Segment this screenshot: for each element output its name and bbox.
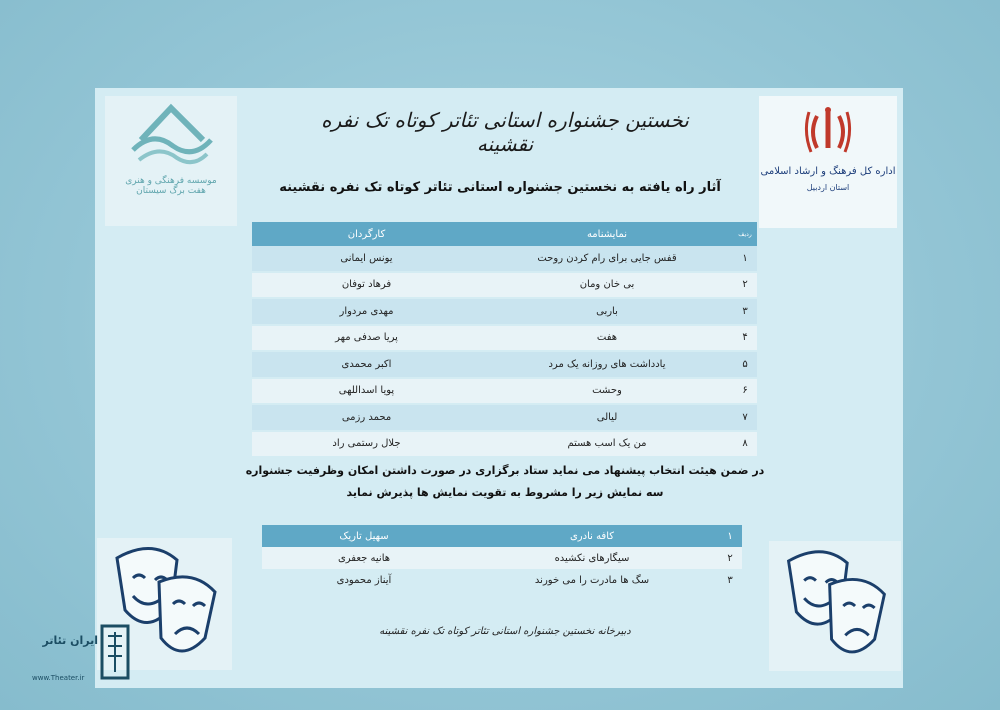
- theater-masks-icon: [769, 541, 901, 671]
- note-line1: در ضمن هیئت انتخاب پیشنهاد می نماید ستاد برگزاری در صورت داشتن امکان وظرفیت جشنواره: [245, 464, 765, 477]
- header-director: کارگردان: [252, 222, 481, 246]
- ministry-name: اداره کل فرهنگ و ارشاد اسلامی: [760, 166, 896, 177]
- festival-title: نخستین جشنواره استانی تئاتر کوتاه تک نفره نقشینه: [321, 108, 689, 156]
- table-header-row: [252, 222, 757, 246]
- ministry-province: استان اردبیل: [806, 183, 850, 192]
- table-row: [252, 325, 757, 352]
- play-title: هفت: [481, 325, 733, 352]
- play-title: قفس جایی برای رام کردن روحت: [481, 246, 733, 272]
- table-row: [252, 404, 757, 431]
- house-wave-logo-icon: [123, 100, 219, 172]
- table-row: [252, 378, 757, 405]
- row-number: ۳: [718, 569, 742, 591]
- row-number: ۲: [718, 547, 742, 569]
- director-name: آیناز محمودی: [262, 569, 466, 591]
- selected-works-title: آثار راه یافته به نخستین جشنواره استانی تئاتر کوتاه تک نفره نقشینه: [279, 180, 721, 195]
- director-name: جلال رستمی راد: [252, 431, 481, 458]
- row-number: ۱: [733, 246, 757, 272]
- director-name: اکبر محمدی: [252, 351, 481, 378]
- table-row: [252, 246, 757, 272]
- table-row: [262, 569, 742, 591]
- director-name: سهیل تاریک: [262, 525, 466, 547]
- institute-logo: [105, 96, 237, 226]
- header-play: نمایشنامه: [481, 222, 733, 246]
- watermark-name: ایران تئاتر: [42, 634, 98, 647]
- row-number: ۷: [733, 404, 757, 431]
- selection-note: [245, 460, 765, 504]
- play-title: لیالی: [481, 404, 733, 431]
- play-title: وحشت: [481, 378, 733, 405]
- play-title: سیگارهای نکشیده: [466, 547, 718, 569]
- play-title: بی خان ومان: [481, 272, 733, 299]
- watermark-url: www.Theater.ir: [32, 674, 85, 682]
- play-title: باربی: [481, 298, 733, 325]
- table-row: [262, 525, 742, 547]
- row-number: ۱: [718, 525, 742, 547]
- note-line2: سه نمایش زیر را مشروط به تقویت نمایش ها پذیرش نماید: [346, 486, 664, 499]
- table-row: [252, 272, 757, 299]
- play-title: سگ ها مادرت را می خورند: [466, 569, 718, 591]
- director-name: پویا اسداللهی: [252, 378, 481, 405]
- header-number: ردیف: [733, 222, 757, 246]
- secretariat-signature: دبیرخانه نخستین جشنواره استانی تئاتر کوتاه تک نفره نقشینه: [379, 626, 631, 637]
- institute-name-line1: موسسه فرهنگی و هنری: [125, 176, 217, 186]
- play-title: کافه نادری: [466, 525, 718, 547]
- ministry-logo: [759, 96, 897, 228]
- institute-name-line2: هفت برگ سیستان: [136, 186, 206, 196]
- poster: [95, 88, 903, 688]
- row-number: ۶: [733, 378, 757, 405]
- row-number: ۵: [733, 351, 757, 378]
- director-name: محمد رزمی: [252, 404, 481, 431]
- row-number: ۴: [733, 325, 757, 352]
- play-title: یادداشت های روزانه یک مرد: [481, 351, 733, 378]
- selected-works-table: [252, 222, 757, 458]
- director-name: پریا صدفی مهر: [252, 325, 481, 352]
- director-name: هانیه جعفری: [262, 547, 466, 569]
- conditional-works-table: [262, 525, 742, 591]
- play-title: من یک اسب هستم: [481, 431, 733, 458]
- row-number: ۳: [733, 298, 757, 325]
- table-row: [252, 351, 757, 378]
- theater-masks-right: [769, 541, 901, 671]
- director-name: فرهاد توفان: [252, 272, 481, 299]
- table-row: [262, 547, 742, 569]
- theater-logo-icon: [98, 622, 132, 682]
- site-watermark: [28, 622, 138, 692]
- row-number: ۸: [733, 431, 757, 458]
- director-name: مهدی مردوار: [252, 298, 481, 325]
- director-name: یونس ایمانی: [252, 246, 481, 272]
- iran-emblem-icon: [803, 104, 853, 158]
- row-number: ۲: [733, 272, 757, 299]
- table-row: [252, 431, 757, 458]
- table-row: [252, 298, 757, 325]
